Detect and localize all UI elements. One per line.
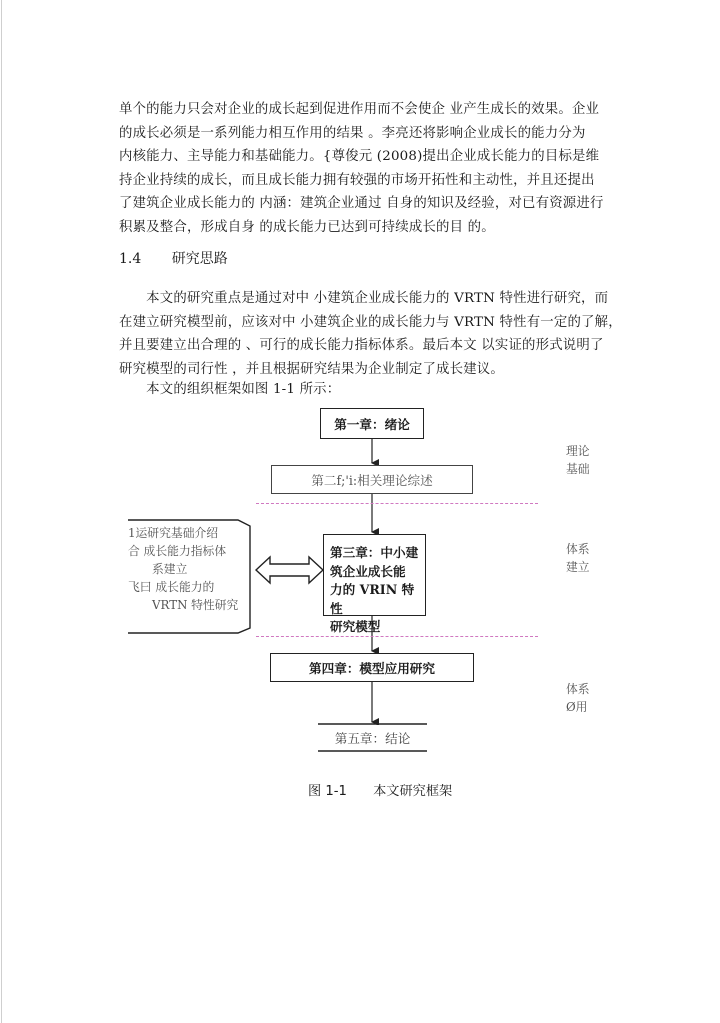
note-line: 1运研究基础介绍 <box>128 526 219 540</box>
label-line: Ø用 <box>566 700 588 714</box>
chapter-5-label: 第五章：结论 <box>318 725 427 750</box>
label-line: 理论 <box>566 444 590 458</box>
chapter-1-box: 第一章：绪论 <box>320 408 424 439</box>
paragraph-line: 本文的组织框架如图 1-1 所示： <box>119 382 341 397</box>
paragraph-line: 积累及整合，形成自身 的成长能力已达到可持续成长的目 的。 <box>119 219 495 235</box>
paragraph-line: 研究模型的司行性 ，并且根据研究结果为企业制定了成长建议。 <box>119 361 504 377</box>
divider-theory <box>256 503 538 504</box>
paragraph-line: 本文的研究重点是通过对中 小建筑企业成长能力的 VRTN 特性进行研究，而 <box>119 291 609 306</box>
note-line: 合 成长能力指标体 <box>128 544 227 558</box>
right-label-build <box>566 540 590 576</box>
section-number: 1.4 <box>119 251 142 267</box>
paragraph-line: 持企业持续的成长，而且成长能力拥有较强的市场开拓性和主动性，并且还提出 <box>119 172 595 188</box>
chapter-2-box: 第二f;'i:相关理论综述 <box>271 465 473 494</box>
double-arrow-icon <box>256 557 323 583</box>
chapter-3-line: 第三章：中小建 <box>330 545 419 560</box>
figure-caption <box>308 780 452 799</box>
caption-label: 图 1-1 <box>308 784 347 799</box>
note-line: 系建立 <box>152 562 188 576</box>
caption-text: 本文研究框架 <box>373 784 453 799</box>
chapter-3-line: 研究模型 <box>330 619 381 634</box>
chapter-3-line: 力的 VRIN 特性 <box>330 582 415 616</box>
note-line: VRTN 特性研究 <box>152 598 239 612</box>
paragraph-line: 了建筑企业成长能力的 内涵：建筑企业通过 自身的知识及经验，对已有资源进行 <box>119 196 604 212</box>
paragraph-line: 内核能力、主导能力和基础能力。{尊俊元 (2008)提出企业成长能力的目标是维 <box>119 149 600 165</box>
paragraph-line: 并且要建立出合理的 、可行的成长能力指标体系。最后本文 以实证的形式说明了 <box>119 338 604 354</box>
chapter-3-line: 筑企业成长能 <box>330 563 406 579</box>
chapter-3-box <box>323 534 426 634</box>
right-label-apply <box>566 680 590 716</box>
chapter-4-box: 第四章：模型应用研究 <box>270 653 474 682</box>
paragraph-line: 在建立研究模型前，应该对中 小建筑企业的成长能力与 VRTN 特性有一定的了解， <box>119 314 622 330</box>
label-line: 基础 <box>566 462 590 476</box>
section-title: 研究思路 <box>171 251 228 267</box>
left-notes <box>128 524 243 614</box>
label-line: 体系 <box>566 542 590 556</box>
paragraph-line: 的成长必须是一系列能力相互作用的结果 。李亮还将影响企业成长的能力分为 <box>119 125 586 141</box>
paragraph-line: 单个的能力只会对企业的成长起到促进作用而不会使企 业产生成长的效果。企业 <box>119 102 600 117</box>
label-line: 体系 <box>566 682 590 696</box>
note-line: 飞曰 成长能力的 <box>128 580 215 594</box>
right-label-theory <box>566 442 590 478</box>
label-line: 建立 <box>566 560 590 574</box>
